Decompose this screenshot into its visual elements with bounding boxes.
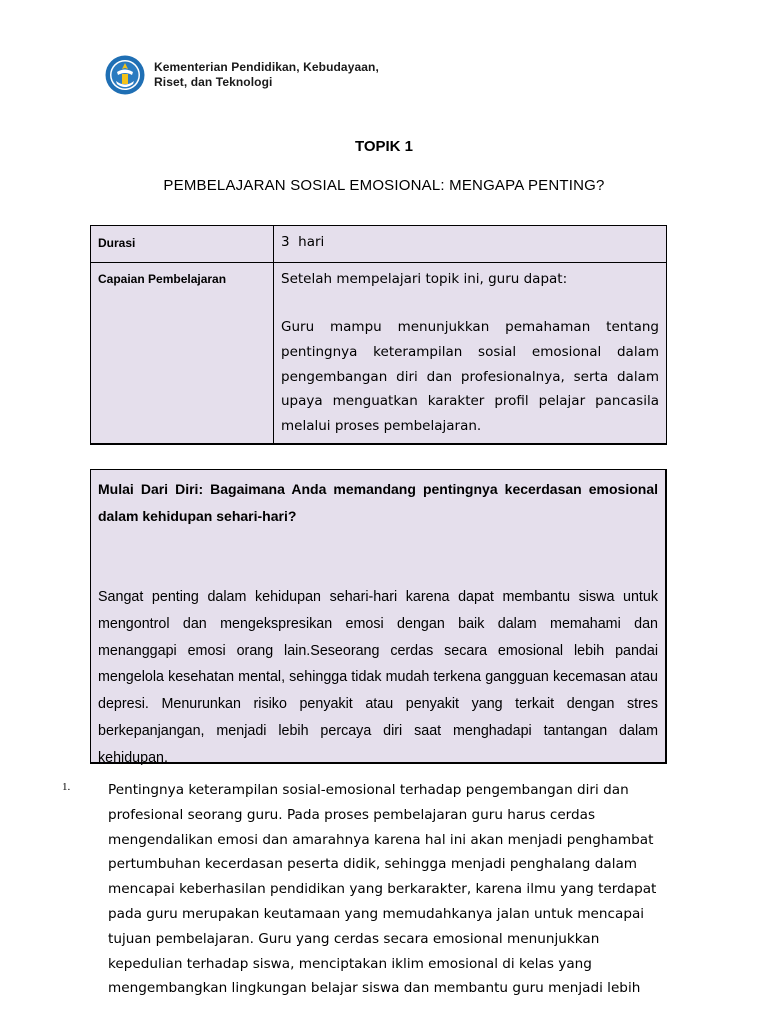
durasi-label: Durasi	[91, 226, 274, 263]
page-title: PEMBELAJARAN SOSIAL EMOSIONAL: MENGAPA PENTING?	[163, 177, 605, 194]
ministry-name	[154, 60, 379, 90]
ministry-name-line1: Kementerian Pendidikan, Kebudayaan,	[154, 60, 379, 74]
list-item-number: 1.	[62, 781, 71, 793]
tut-wuri-handayani-logo-icon	[105, 54, 145, 96]
capaian-value	[274, 263, 667, 444]
durasi-value: 3 hari	[274, 226, 667, 263]
ministry-header	[105, 54, 379, 96]
reflection-question: Mulai Dari Diri: Bagaimana Anda memandang pentingnya kecerdasan emosional dalam kehidupan sehari-hari?	[98, 481, 658, 524]
mulai-dari-diri-box	[90, 469, 667, 764]
capaian-body: Guru mampu menunjukkan pemahaman tentang pentingnya keterampilan sosial emosional dalam pengembangan diri dan profesionalnya, serta dalam upaya menguatkan karakter profil pelajar pancasila melalui proses pembelajaran.	[281, 319, 659, 435]
capaian-label: Capaian Pembelajaran	[91, 263, 274, 444]
reflection-answer: Sangat penting dalam kehidupan sehari-hari karena dapat membantu siswa untuk mengontrol dan mengekspresikan emosi dengan baik dalam memahami dan menanggapi emosi orang lain.Seseorang cerdas secara emosional lebih pandai mengelola kesehatan mental, sehingga tidak mudah terkena gangguan kecemasan atau depresi. Menurunkan risiko penyakit atau penyakit yang terkait dengan stres berkepanjangan, menjadi lebih percaya diri saat menghadapi tantangan dalam kehidupan.	[98, 589, 658, 766]
topic-info-table	[90, 225, 667, 445]
ministry-name-line2: Riset, dan Teknologi	[154, 75, 273, 89]
topic-heading: TOPIK 1	[354, 138, 414, 155]
table-row-durasi	[91, 226, 667, 263]
capaian-intro: Setelah mempelajari topik ini, guru dapat:	[281, 271, 568, 287]
list-item-text: Pentingnya keterampilan sosial-emosional terhadap pengembangan diri dan profesional seorang guru. Pada proses pembelajaran guru harus cerdas mengendalikan emosi dan amarahnya karena hal ini akan menjadi penghambat pertumbuhan kecerdasan peserta didik, sehingga menjadi penghalang dalam mencapai keberhasilan pendidikan yang berkarakter, karena ilmu yang terdapat pada guru merupakan keutamaan yang memudahkanya jalan untuk mencapai tujuan pembelajaran. Guru yang cerdas secara emosional menunjukkan kepedulian terhadap siswa, menciptakan iklim emosional di kelas yang mengembangkan lingkungan belajar siswa dan membantu guru menjadi lebih	[108, 782, 657, 997]
table-row-capaian	[91, 263, 667, 444]
